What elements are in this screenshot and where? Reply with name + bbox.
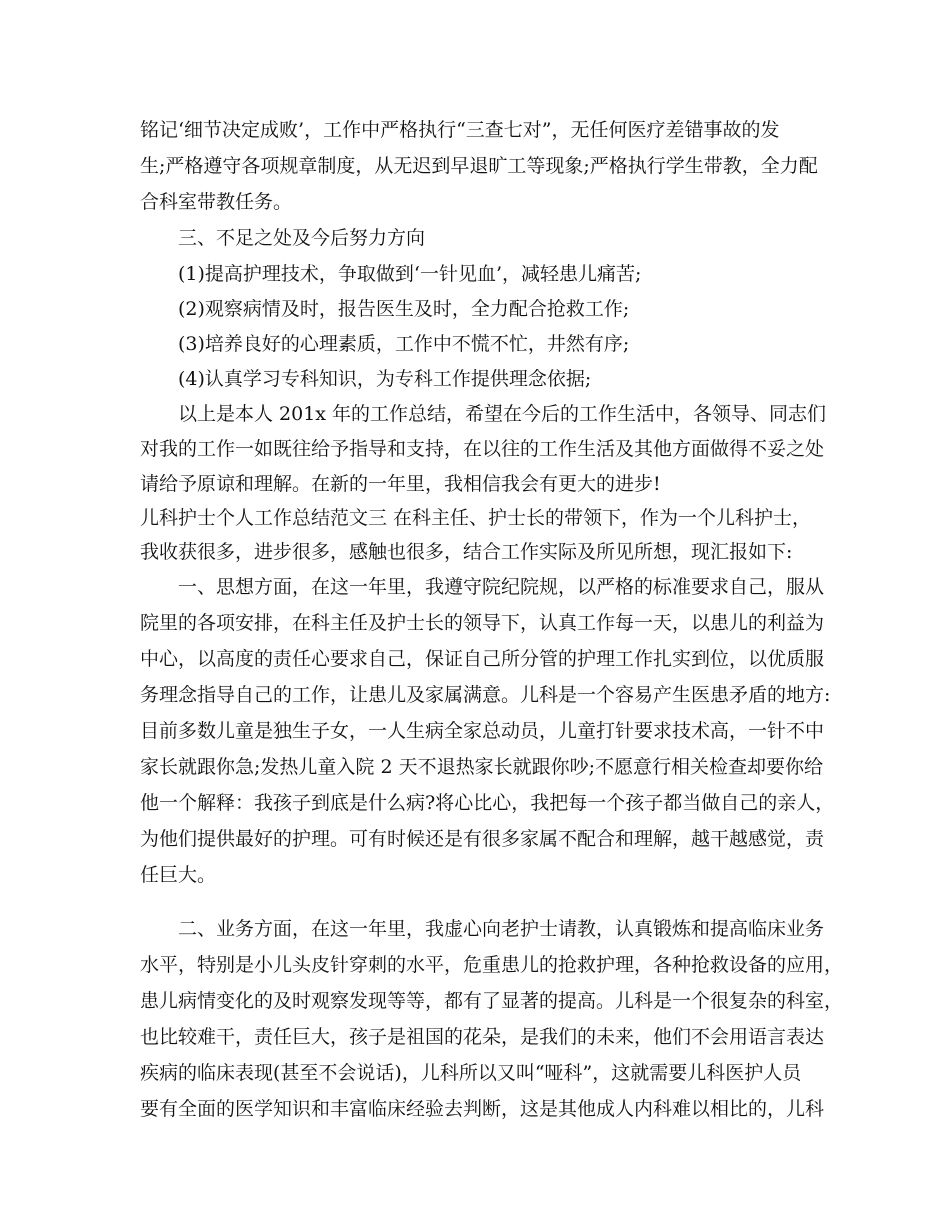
text-line: 患儿病情变化的及时观察发现等等，都有了显著的提高。儿科是一个很复杂的科室， [140,990,844,1012]
text-line: 二、业务方面，在这一年里，我虚心向老护士请教，认真锻炼和提高临床业务 [178,918,825,940]
text-line: 铭记‘细节决定成败’，工作中严格执行“三查七对”，无任何医疗差错事故的发 [140,119,780,141]
text-line: 生;严格遵守各项规章制度，从无迟到早退旷工等现象;严格执行学生带教，全力配 [140,155,818,177]
text-line: 务理念指导自己的工作，让患儿及家属满意。儿科是一个容易产生医患矛盾的地方: [140,684,831,706]
list-item: (4)认真学习专科知识，为专科工作提供理念依据; [178,368,592,390]
text-line: 他一个解释：我孩子到底是什么病?将心比心，我把每一个孩子都当做自己的亲人， [140,792,835,814]
list-item: (3)培养良好的心理素质，工作中不慌不忙，井然有序; [178,333,630,355]
text-line: 要有全面的医学知识和丰富临床经验去判断，这是其他成人内科难以相比的，儿科 [140,1098,825,1120]
text-line: 一、思想方面，在这一年里，我遵守院纪院规，以严格的标准要求自己，服从 [178,576,825,598]
section-heading: 三、不足之处及今后努力方向 [178,227,426,249]
text-line: 院里的各项安排，在科主任及护士长的领导下，认真工作每一天，以患儿的利益为 [140,612,825,634]
list-item: (1)提高护理技术，争取做到‘一针见血’，减轻患儿痛苦; [178,263,642,285]
text-line: 也比较难干，责任巨大，孩子是祖国的花朵，是我们的未来，他们不会用语言表达 [140,1026,825,1048]
text-line: 为他们提供最好的护理。可有时候还是有很多家属不配合和理解，越干越感觉，责 [140,828,825,850]
text-line: 对我的工作一如既往给予指导和支持，在以往的工作生活及其他方面做得不妥之处 [140,438,825,460]
text-line: 水平，特别是小儿头皮针穿刺的水平，危重患儿的抢救护理，各种抢救设备的应用， [140,954,844,976]
list-item: (2)观察病情及时，报告医生及时，全力配合抢救工作; [178,298,630,320]
section-title-line: 儿科护士个人工作总结范文三 在科主任、护士长的带领下，作为一个儿科护士， [140,507,812,529]
text-line: 请给予原谅和理解。在新的一年里，我相信我会有更大的进步! [140,473,661,495]
text-line: 目前多数儿童是独生子女，一人生病全家总动员，儿童打针要求技术高，一针不中 [140,720,825,742]
text-line: 以上是本人 201x 年的工作总结，希望在今后的工作生活中，各领导、同志们 [178,403,827,425]
text-line: 任巨大。 [140,864,217,886]
text-line: 疾病的临床表现(甚至不会说话)，儿科所以又叫“哑科”，这就需要儿科医护人员 [140,1062,802,1084]
text-line: 家长就跟你急;发热儿童入院 2 天不退热家长就跟你吵;不愿意行相关检查却要你给 [140,756,823,778]
text-line: 合科室带教任务。 [140,191,293,213]
text-line: 中心，以高度的责任心要求自己，保证自己所分管的护理工作扎实到位，以优质服 [140,648,825,670]
text-line: 我收获很多，进步很多，感触也很多，结合工作实际及所见所想，现汇报如下: [140,541,793,563]
